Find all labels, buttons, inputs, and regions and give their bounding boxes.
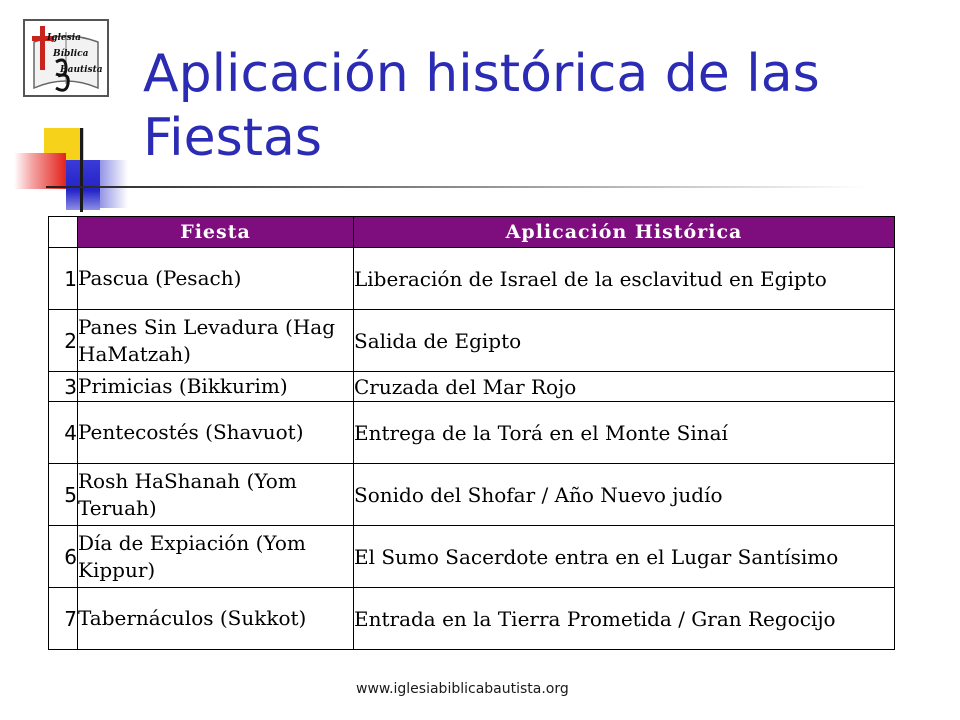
row-fiesta: Pentecostés (Shavuot) xyxy=(78,402,354,464)
table-row xyxy=(49,464,895,526)
header-aplicacion: Aplicación Histórica xyxy=(354,217,895,248)
title-underline xyxy=(46,186,866,188)
fiestas-table xyxy=(48,216,895,650)
row-number: 1 xyxy=(49,248,78,310)
row-aplicacion: Entrega de la Torá en el Monte Sinaí xyxy=(354,402,895,464)
header-fiesta: Fiesta xyxy=(78,217,354,248)
row-fiesta: Día de Expiación (Yom Kippur) xyxy=(78,526,354,588)
table-row xyxy=(49,248,895,310)
row-number: 7 xyxy=(49,588,78,650)
footer-url: www.iglesiabiblicabautista.org xyxy=(356,681,569,697)
row-aplicacion: Sonido del Shofar / Año Nuevo judío xyxy=(354,464,895,526)
logo-text-biblica: Bíblica xyxy=(53,49,89,59)
deco-blue-square xyxy=(66,160,100,210)
row-number: 6 xyxy=(49,526,78,588)
row-aplicacion: El Sumo Sacerdote entra en el Lugar Santísimo xyxy=(354,526,895,588)
deco-red-square xyxy=(14,153,66,189)
row-aplicacion: Cruzada del Mar Rojo xyxy=(354,372,895,402)
church-logo xyxy=(20,18,112,100)
page-title: Aplicación histórica de las Fiestas xyxy=(143,44,820,168)
table-row xyxy=(49,372,895,402)
row-aplicacion: Entrada en la Tierra Prometida / Gran Regocijo xyxy=(354,588,895,650)
table-row xyxy=(49,402,895,464)
row-number: 5 xyxy=(49,464,78,526)
row-fiesta: Tabernáculos (Sukkot) xyxy=(78,588,354,650)
logo-text-iglesia: Iglesia xyxy=(47,33,81,43)
table-row xyxy=(49,588,895,650)
table-row xyxy=(49,526,895,588)
table-header-row xyxy=(49,217,895,248)
deco-vertical-line xyxy=(80,128,83,212)
row-fiesta: Rosh HaShanah (Yom Teruah) xyxy=(78,464,354,526)
row-aplicacion: Salida de Egipto xyxy=(354,310,895,372)
table-row xyxy=(49,310,895,372)
logo-text-bautista: Bautista xyxy=(60,65,103,75)
row-fiesta: Panes Sin Levadura (Hag HaMatzah) xyxy=(78,310,354,372)
row-fiesta: Pascua (Pesach) xyxy=(78,248,354,310)
row-aplicacion: Liberación de Israel de la esclavitud en Egipto xyxy=(354,248,895,310)
row-number: 2 xyxy=(49,310,78,372)
row-number: 3 xyxy=(49,372,78,402)
row-number: 4 xyxy=(49,402,78,464)
header-num xyxy=(49,217,78,248)
row-fiesta: Primicias (Bikkurim) xyxy=(78,372,354,402)
deco-blue-fade xyxy=(100,160,128,208)
